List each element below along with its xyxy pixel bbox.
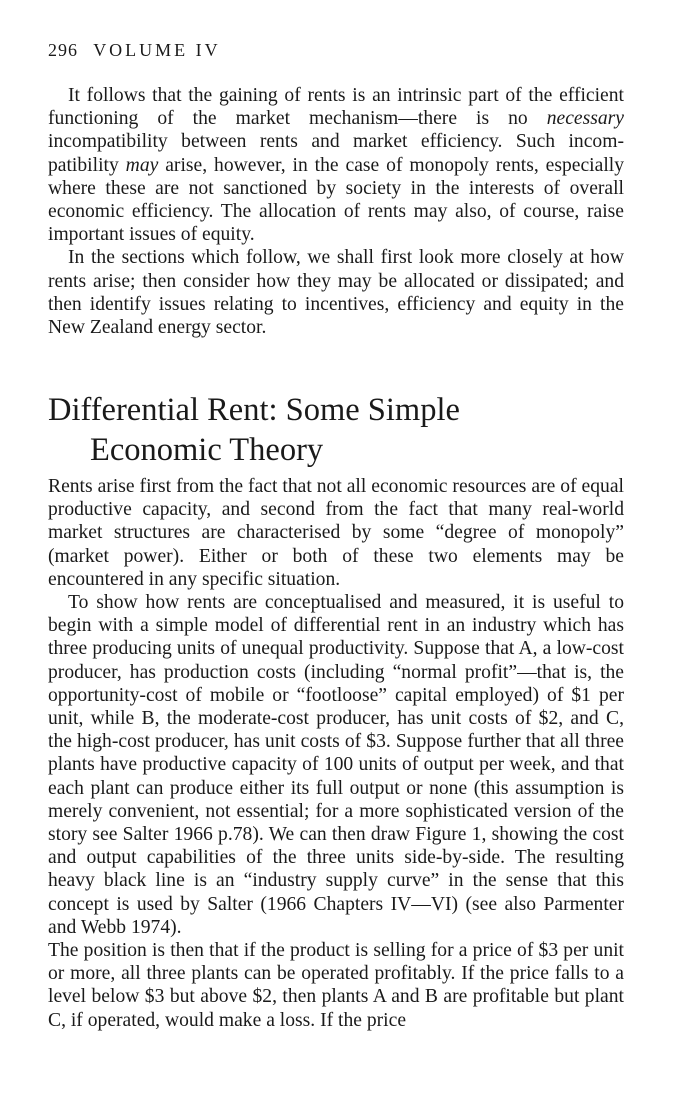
section-heading-line-1: Differential Rent: Some Simple bbox=[48, 392, 460, 428]
volume-label: VOLUME IV bbox=[93, 40, 221, 60]
intro-p1-text-b: incompatibility between rents and market efficiency. Such incompatibility bbox=[48, 131, 624, 176]
section-text bbox=[48, 475, 624, 1032]
intro-paragraph-2: In the sections which follow, we shall first look more closely at how rents arise; then consider how they may be allocated or dissipated; and then identify issues relating to incentives, efficiency and equity in the New Zealand energy sector. bbox=[48, 247, 624, 339]
section-paragraph-2: To show how rents are conceptualised and measured, it is useful to begin with a simple model of differential rent in an industry which has three producing units of unequal productivity. Suppose that A, a low-cost producer, has production costs (including “normal profit”—that is, the opportunity-cost of mobile or “footloose” capital employed) of $1 per unit, while B, the moderate-cost producer, has unit costs of $2, and C, the high-cost producer, has unit costs of $3. Suppose further that all three plants have productive capacity of 100 units of output per week, and that each plant can produce either its full output or none (this assumption is merely convenient, not essential; for a more sophisticated version of the story see Salter 1966 p.78). We can then draw Figure 1, showing the cost and output capabilities of the three units side-by-side. The resulting heavy black line is an “industry supply curve” in the sense that this concept is used by Salter (1966 Chapters IV—VI) (see also Parmenter and Webb 1974). bbox=[48, 592, 624, 938]
intro-p1-text-c: arise, however, in the case of monopoly rents, especially where these are not sanctioned by society in the interests of overall economic efficiency. The allocation of rents may also, of course, raise important issues of equity. bbox=[48, 154, 625, 246]
running-head bbox=[48, 40, 221, 61]
intro-p1-text-a: It follows that the gaining of rents is an intrinsic part of the efficient functioning of the market mechanism—there is no bbox=[48, 85, 624, 130]
section-paragraph-3: The position is then that if the product is selling for a price of $3 per unit or more, all three plants can be operated profitably. If the price falls to a level below $3 but above $2, then plants A and B are profitable but plant C, if operated, would make a loss. If the price bbox=[48, 940, 624, 1031]
section-heading bbox=[48, 390, 648, 470]
intro-p1-emphasis-necessary: necessary bbox=[546, 108, 624, 130]
intro-paragraph-1 bbox=[48, 84, 624, 246]
intro-p1-emphasis-may: may bbox=[125, 154, 159, 176]
page-number: 296 bbox=[48, 40, 78, 60]
intro-text bbox=[48, 84, 624, 339]
section-heading-line-2: Economic Theory bbox=[90, 432, 324, 468]
section-paragraph-1: Rents arise first from the fact that not all economic resources are of equal productive capacity, and second from the fact that many real-world market structures are characterised by some “degree of monopoly” (market power). Either or both of these two elements may be encountered in any specific situation. bbox=[48, 476, 624, 590]
